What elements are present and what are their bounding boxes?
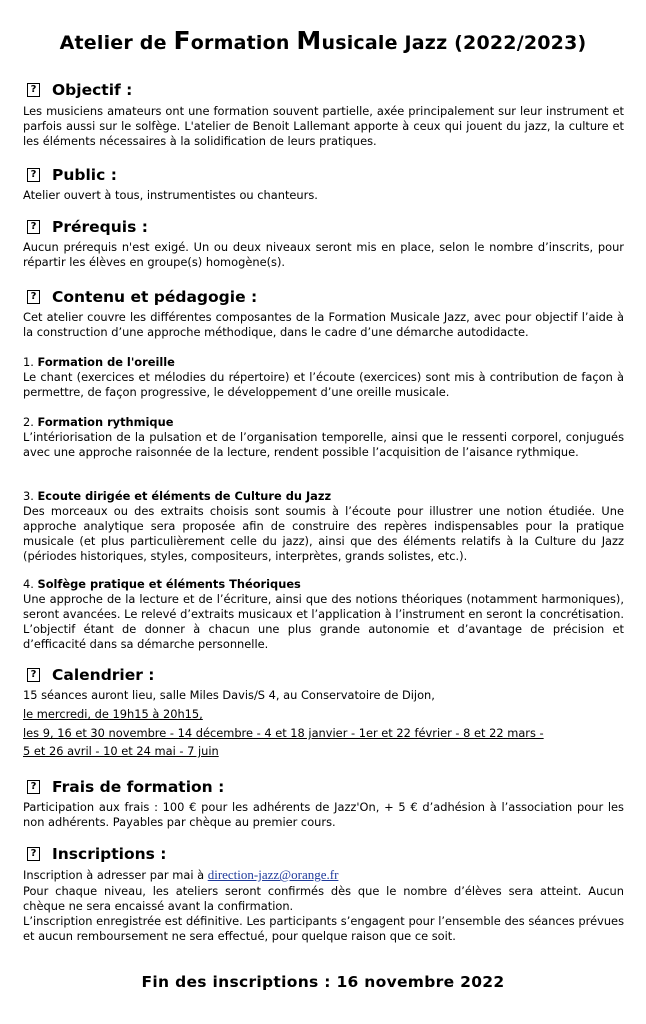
heading-public: ? Public : — [24, 166, 117, 184]
contenu-item-4: 4. Solfège pratique et éléments Théoriques Une approche de la lecture et de l’écriture, ainsi que des notions théoriques (notamment harmoniques), seront avancées. Le relevé d’extraits musicaux et l’application à l’instrument en seront la concrétisation. L’objectif étant de donner à chacun une plus grande autonomie et d’avantage de précision et d’efficacité dans sa démarche personnelle. — [23, 577, 624, 651]
question-icon: ? — [27, 668, 40, 682]
objectif-text: Les musiciens amateurs ont une formation souvent partielle, axée principalement sur leur instrument et parfois aussi sur le solfège. L'atelier de Benoit Lallemant apporte à ceux qui jouent du jazz, la culture et les éléments nécessaires à la solidification de leurs pratiques. — [23, 104, 624, 148]
page-title: Atelier de Formation Musicale Jazz (2022/2023) — [59, 26, 587, 55]
question-icon: ? — [27, 847, 40, 861]
inscriptions-line-1: Inscription à adresser par mai à direction-jazz@orange.fr — [23, 867, 339, 882]
calendrier-line-1: 15 séances auront lieu, salle Miles Davis/S 4, au Conservatoire de Dijon, — [23, 688, 435, 702]
email-link[interactable]: direction-jazz@orange.fr — [207, 867, 339, 882]
calendrier-line-4: 5 et 26 avril - 10 et 24 mai - 7 juin — [23, 744, 219, 758]
question-icon: ? — [27, 83, 40, 97]
heading-objectif: ? Objectif : — [24, 81, 132, 99]
contenu-item-3: 3. Ecoute dirigée et éléments de Culture du Jazz Des morceaux ou des extraits choisis sont soumis à l’écoute pour illustrer une notion étudiée. Une approche analytique sera proposée afin de construire des repères indispensables pour la pratique musicale (et plus particulièrement celle du jazz), ainsi que des éléments relatifs à la Culture du Jazz (périodes historiques, styles, compositeurs, interprètes, grands solistes, etc.). — [23, 489, 624, 563]
inscriptions-text-3: L’inscription enregistrée est définitive. Les participants s’engagent pour l’ensemble des séances prévues et aucun remboursement ne sera effectué, pour quelque raison que ce soit. — [23, 914, 624, 943]
heading-contenu: ? Contenu et pédagogie : — [24, 288, 257, 306]
heading-calendrier: ? Calendrier : — [24, 666, 155, 684]
contenu-item-1: 1. Formation de l'oreille Le chant (exercices et mélodies du répertoire) et l’écoute (exercices) sont mis à contribution de façon à permettre, de façon progressive, le développement d’une oreille musicale. — [23, 355, 624, 399]
public-text: Atelier ouvert à tous, instrumentistes ou chanteurs. — [23, 188, 318, 202]
calendrier-line-2: le mercredi, de 19h15 à 20h15, — [23, 707, 203, 721]
contenu-intro: Cet atelier couvre les différentes composantes de la Formation Musicale Jazz, avec pour objectif l’aide à la construction d’une approche méthodique, dans le cadre d’une démarche autodidacte. — [23, 310, 624, 339]
frais-text: Participation aux frais : 100 € pour les adhérents de Jazz'On, + 5 € d’adhésion à l’association pour les non adhérents. Payables par chèque au premier cours. — [23, 800, 624, 829]
footer-deadline: Fin des inscriptions : 16 novembre 2022 — [141, 973, 505, 991]
question-icon: ? — [27, 168, 40, 182]
question-icon: ? — [27, 290, 40, 304]
contenu-item-2: 2. Formation rythmique L’intériorisation de la pulsation et de l’organisation temporelle, ainsi que le ressenti corporel, conjugués avec une approche raisonnée de la lecture, rendent possible l’acquisition de l’aisance rythmique. — [23, 415, 624, 459]
heading-prerequis: ? Prérequis : — [24, 218, 148, 236]
prerequis-text: Aucun prérequis n'est exigé. Un ou deux niveaux seront mis en place, selon le nombre d’inscrits, pour répartir les élèves en groupe(s) homogène(s). — [23, 240, 624, 269]
question-icon: ? — [27, 220, 40, 234]
calendrier-line-3: les 9, 16 et 30 novembre - 14 décembre - 4 et 18 janvier - 1er et 22 février - 8 et 22 mars - — [23, 726, 544, 740]
question-icon: ? — [27, 780, 40, 794]
inscriptions-text-2: Pour chaque niveau, les ateliers seront confirmés dès que le nombre d’élèves sera atteint. Aucun chèque ne sera encaissé avant la confirmation. — [23, 884, 624, 913]
heading-frais: ? Frais de formation : — [24, 778, 224, 796]
heading-inscriptions: ? Inscriptions : — [24, 845, 167, 863]
